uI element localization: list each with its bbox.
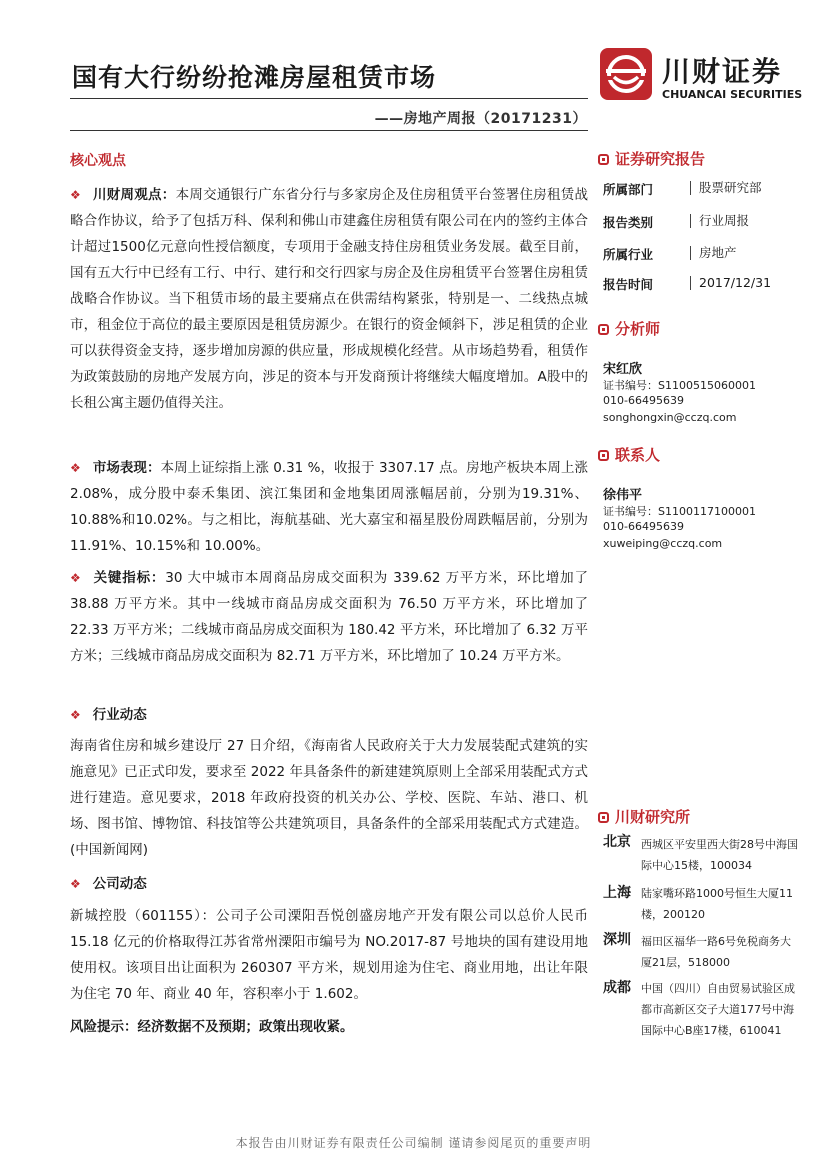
chuancai-logo-icon bbox=[600, 48, 652, 100]
meta-value: 房地产 bbox=[690, 246, 737, 260]
core-heading: 核心观点 bbox=[70, 153, 126, 169]
logo-name-en: CHUANCAI SECURITIES bbox=[662, 88, 803, 101]
analyst-name: 宋红欣 bbox=[603, 362, 643, 377]
diamond-bullet-icon: ❖ bbox=[70, 708, 81, 722]
contact-heading: 联系人 bbox=[598, 444, 660, 465]
view-lead: 川财周观点： bbox=[93, 187, 176, 203]
analyst-heading: 分析师 bbox=[598, 318, 660, 339]
section-square-icon bbox=[598, 450, 609, 461]
contact-phone: 010-66495639 bbox=[603, 520, 684, 533]
header-rule-top bbox=[70, 98, 588, 99]
analyst-phone: 010-66495639 bbox=[603, 394, 684, 407]
meta-label: 所属部门 bbox=[603, 182, 654, 197]
section-square-icon bbox=[598, 812, 609, 823]
report-heading: 证券研究报告 bbox=[598, 148, 705, 169]
office-address: 中国（四川）自由贸易试验区成都市高新区交子大道177号中海国际中心B座17楼，610041 bbox=[641, 982, 795, 1037]
institute-heading: 川财研究所 bbox=[598, 806, 690, 827]
market-body: 本周上证综指上涨 0.31 %，收报于 3307.17 点。房地产板块本周上涨 2.08%，成分股中泰禾集团、滨江集团和金地集团周涨幅居前，分别为19.31%、10.88%和10.02%。与之相比，海航基础、光大嘉宝和福星股份周跌幅居前，分别为 11.91%、10.15%和 10.00%。 bbox=[70, 460, 589, 554]
section-square-icon bbox=[598, 324, 609, 335]
logo-name-cn: 川财证券 bbox=[662, 55, 783, 88]
indicator-lead: 关键指标： bbox=[93, 570, 166, 586]
header-rule-bottom bbox=[70, 130, 588, 131]
meta-label: 所属行业 bbox=[603, 247, 654, 262]
office-address: 福田区福华一路6号免税商务大厦21层，518000 bbox=[641, 935, 791, 969]
market-lead: 市场表现： bbox=[92, 460, 161, 476]
office-city: 深圳 bbox=[603, 932, 631, 948]
section-square-icon bbox=[598, 154, 609, 165]
meta-value: 行业周报 bbox=[690, 214, 749, 228]
indicator-paragraph bbox=[70, 565, 588, 669]
market-paragraph bbox=[70, 455, 588, 559]
office-address: 陆家嘴环路1000号恒生大厦11楼，200120 bbox=[641, 887, 793, 921]
meta-label: 报告时间 bbox=[603, 277, 654, 292]
report-subtitle: ——房地产周报（20171231） bbox=[374, 111, 587, 127]
contact-name: 徐伟平 bbox=[603, 488, 643, 503]
analyst-cert: 证书编号：S1100515060001 bbox=[603, 379, 756, 392]
office-city: 成都 bbox=[603, 980, 631, 996]
diamond-bullet-icon: ❖ bbox=[70, 188, 82, 202]
meta-value: 股票研究部 bbox=[690, 181, 762, 195]
industry-body: 海南省住房和城乡建设厅 27 日介绍，《海南省人民政府关于大力发展装配式建筑的实施意见》已正式印发，要求至 2022 年具备条件的新建建筑原则上全部采用装配式方式进行建造。意见要求，2018 年政府投资的机关办公、学校、医院、车站、港口、机场、图书馆、博物馆、科技馆等公共建筑项目，具备条件的全部采用装配式方式建造。(中国新闻网) bbox=[70, 738, 588, 858]
office-city: 上海 bbox=[603, 885, 631, 901]
diamond-bullet-icon: ❖ bbox=[70, 877, 81, 891]
risk-warning: 风险提示：经济数据不及预期；政策出现收紧。 bbox=[70, 1019, 354, 1035]
company-heading: ❖ 公司动态 bbox=[70, 876, 147, 892]
indicator-body: 30 大中城市本周商品房成交面积为 339.62 万平方米，环比增加了 38.88 万平方米。其中一线城市商品房成交面积为 76.50 万平方米，环比增加了 22.33 万平方米；二线城市商品房成交面积为 180.42 平方米，环比增加了 6.32 万平方米；三线城市商品房成交面积为 82.71 万平方米，环比增加了 10.24 万平方米。 bbox=[70, 570, 589, 664]
view-body: 本周交通银行广东省分行与多家房企及住房租赁平台签署住房租赁战略合作协议，给予了包括万科、保利和佛山市建鑫住房租赁有限公司在内的签约主体合计超过1500亿元意向性授信额度，专项用于金融支持住房租赁业务发展。截至目前，国有五大行中已经有工行、中行、建行和交行四家与房企及住房租赁平台签署住房租赁战略合作协议。当下租赁市场的最主要痛点在供需结构紧张，特别是一、二线热点城市，租金位于高位的最主要原因是租赁房源少。在银行的资金倾斜下，涉足租赁的企业可以获得资金支持，逐步增加房源的供应量，形成规模化经营。从市场趋势看，租赁作为政策鼓励的房地产发展方向，涉足的资本与开发商预计将继续大幅度增加。A股中的长租公寓主题仍值得关注。 bbox=[70, 187, 589, 411]
office-address: 西城区平安里西大街28号中海国际中心15楼，100034 bbox=[641, 838, 798, 872]
contact-cert: 证书编号：S1100117100001 bbox=[603, 505, 756, 518]
analyst-email[interactable]: songhongxin@cczq.com bbox=[603, 411, 737, 424]
page-footer: 本报告由川财证券有限责任公司编制 谨请参阅尾页的重要声明 bbox=[235, 1136, 592, 1150]
industry-heading: ❖ 行业动态 bbox=[70, 707, 147, 723]
office-city: 北京 bbox=[603, 834, 631, 850]
diamond-bullet-icon: ❖ bbox=[70, 461, 81, 475]
meta-value: 2017/12/31 bbox=[690, 276, 771, 290]
company-body: 新城控股（601155）：公司子公司溧阳吾悦创盛房地产开发有限公司以总价人民币 15.18 亿元的价格取得江苏省常州溧阳市编号为 NO.2017-87 号地块的国有建设用地使用权。该项目出让面积为 260307 平方米，规划用途为住宅、商业用地，出让年限为住宅 70 年、商业 40 年，容积率小于 1.602。 bbox=[70, 908, 588, 1002]
contact-email[interactable]: xuweiping@cczq.com bbox=[603, 537, 723, 550]
view-paragraph bbox=[70, 182, 588, 416]
report-title: 国有大行纷纷抢滩房屋租赁市场 bbox=[72, 63, 437, 92]
meta-label: 报告类别 bbox=[603, 215, 654, 230]
diamond-bullet-icon: ❖ bbox=[70, 571, 82, 585]
